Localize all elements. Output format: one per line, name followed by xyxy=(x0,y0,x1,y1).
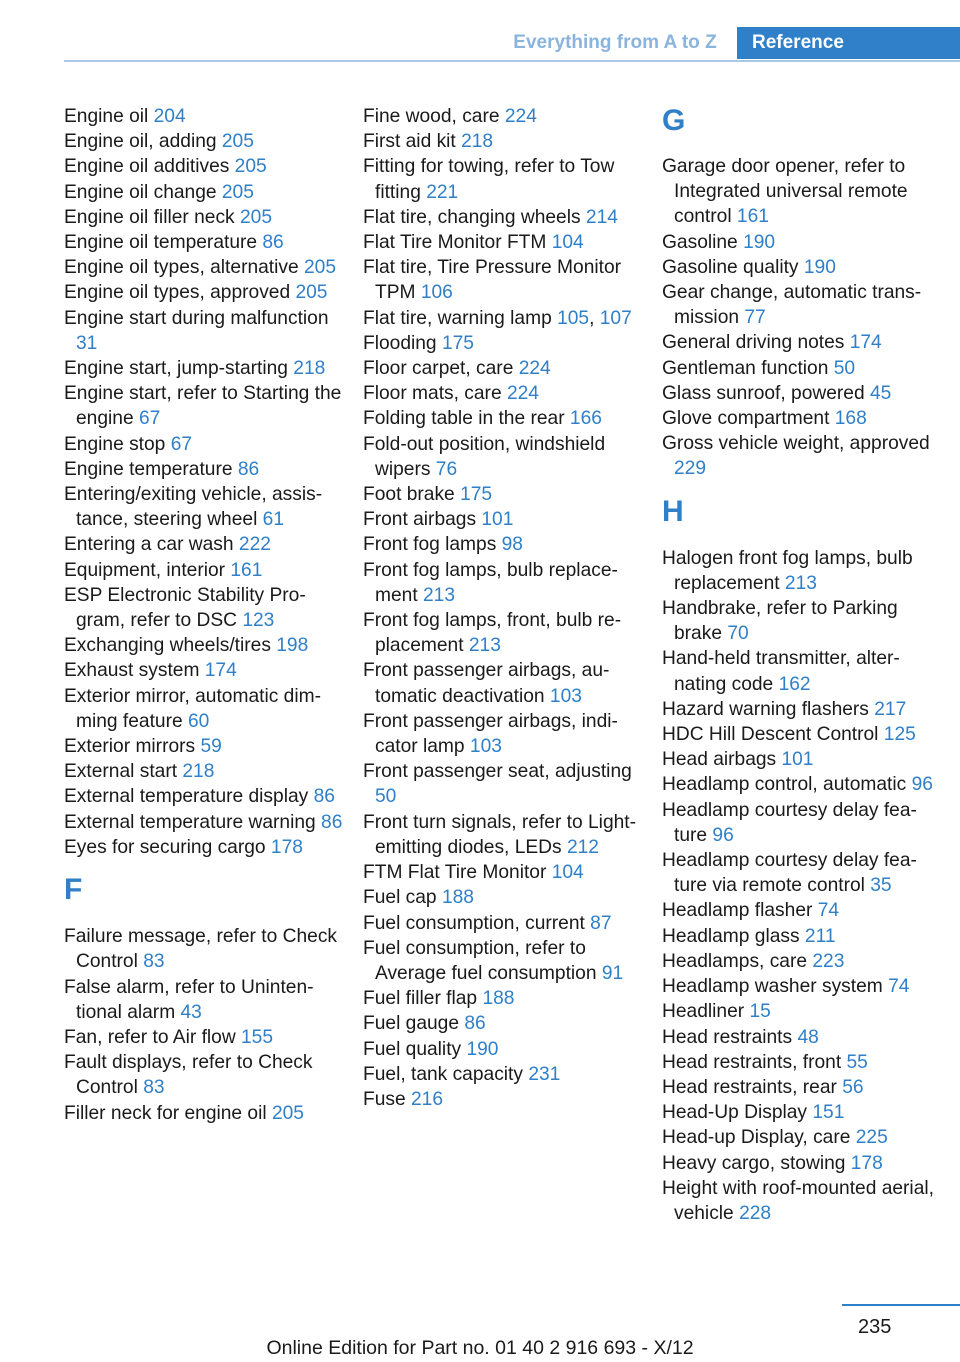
entry-text: Fuel filler flap xyxy=(363,988,483,1010)
index-entry xyxy=(64,381,344,431)
page-reference-link[interactable]: 103 xyxy=(549,685,582,707)
entry-text: Fuel consumption, current xyxy=(363,912,591,934)
entry-text: Fuel gauge xyxy=(363,1013,465,1035)
index-entry xyxy=(363,381,643,406)
page-reference-link[interactable]: 224 xyxy=(504,106,537,127)
entry-text: Engine oil, adding xyxy=(64,131,222,153)
page-reference-link[interactable]: 211 xyxy=(804,925,836,947)
index-column-1 xyxy=(64,104,344,1126)
page-reference-link[interactable]: 221 xyxy=(426,181,459,203)
index-entry xyxy=(662,999,942,1024)
page-reference-link[interactable]: 225 xyxy=(855,1127,888,1149)
index-entry xyxy=(64,255,344,280)
page-reference-link[interactable]: 43 xyxy=(180,1001,202,1023)
index-entry xyxy=(64,356,344,381)
entry-text: Eyes for securing cargo xyxy=(64,836,271,858)
page-reference-link[interactable]: 61 xyxy=(262,509,285,531)
index-entry xyxy=(363,986,643,1011)
index-entry xyxy=(363,104,643,129)
entry-text: Fuel cap xyxy=(363,887,442,909)
entry-text: Front turn signals, refer to Light-emitting diodes, LEDs xyxy=(363,811,637,858)
entry-text: External temperature warning xyxy=(64,811,322,833)
page-reference-link[interactable]: 155 xyxy=(241,1026,274,1048)
index-entry xyxy=(363,1062,643,1087)
index-entry xyxy=(64,734,344,759)
entry-text: Front passenger seat, adjusting xyxy=(363,761,632,783)
index-entry xyxy=(363,306,643,331)
index-entry xyxy=(64,759,344,784)
page-reference-link[interactable]: 67 xyxy=(138,408,161,430)
index-entry xyxy=(363,205,643,230)
entry-text: Gentleman function xyxy=(662,357,834,379)
page-reference-link[interactable]: 74 xyxy=(817,900,840,922)
entry-text: Engine oil filler neck xyxy=(64,206,240,228)
page-reference-link[interactable]: 228 xyxy=(739,1202,772,1224)
entry-text: First aid kit xyxy=(363,131,462,153)
page-reference-link[interactable]: 205 xyxy=(234,156,267,178)
page-separator: , xyxy=(589,307,600,329)
page-reference-link[interactable]: 162 xyxy=(778,673,811,695)
page-reference-link[interactable]: 223 xyxy=(812,950,845,972)
page-reference-link[interactable]: 86 xyxy=(321,811,343,833)
entry-text: Headlamp flasher xyxy=(662,900,818,922)
index-entry xyxy=(363,1037,643,1062)
page-reference-link[interactable]: 60 xyxy=(188,710,210,732)
page-reference-link[interactable]: 101 xyxy=(781,749,814,771)
page-reference-link[interactable]: 198 xyxy=(276,635,309,657)
entry-text: Equipment, interior xyxy=(64,559,231,581)
page-reference-link[interactable]: 178 xyxy=(270,836,303,858)
index-entry xyxy=(64,154,344,179)
page-reference-link[interactable]: 175 xyxy=(460,484,493,506)
entry-text: Gasoline quality xyxy=(662,256,804,278)
index-entry xyxy=(363,1087,643,1112)
page-reference-link[interactable]: 86 xyxy=(262,232,284,254)
entry-text: Filler neck for engine oil xyxy=(64,1102,272,1124)
index-entry xyxy=(64,784,344,809)
entry-text: Halogen front fog lamps, bulb replacement xyxy=(662,547,913,594)
index-entry xyxy=(64,684,344,734)
entry-text: Head-up Display, care xyxy=(662,1127,856,1149)
page-reference-link[interactable]: 50 xyxy=(375,786,397,808)
entry-text: Exterior mirrors xyxy=(64,736,201,758)
index-entry xyxy=(363,608,643,658)
index-entry xyxy=(363,709,643,759)
entry-text: Head-Up Display xyxy=(662,1102,813,1124)
entry-text: Engine oil change xyxy=(64,181,222,203)
index-entry xyxy=(363,885,643,910)
page-reference-link[interactable]: 174 xyxy=(204,660,237,682)
index-entry xyxy=(363,532,643,557)
index-entry xyxy=(363,507,643,532)
entry-text: Gasoline xyxy=(662,231,744,253)
entry-text: Engine oil xyxy=(64,106,154,127)
index-entry xyxy=(363,356,643,381)
index-entry xyxy=(662,431,942,481)
entry-text: Headlamp courtesy delay feature via remote control xyxy=(662,850,917,897)
index-entry xyxy=(64,558,344,583)
index-entry xyxy=(662,546,942,596)
index-entry xyxy=(64,432,344,457)
entry-text: Fuse xyxy=(363,1088,411,1110)
entry-text: Engine temperature xyxy=(64,458,238,480)
entry-text: Engine oil types, alternative xyxy=(64,257,304,279)
entry-text: Front fog lamps, front, bulb replacement xyxy=(363,610,622,657)
entry-text: Fold-out position, windshield wipers xyxy=(363,433,606,480)
entry-text: Front fog lamps xyxy=(363,534,502,556)
page-reference-link[interactable]: 107 xyxy=(599,307,632,329)
index-entry xyxy=(662,280,942,330)
index-entry xyxy=(363,482,643,507)
entry-text: Engine oil temperature xyxy=(64,232,263,254)
page-reference-link[interactable]: 55 xyxy=(846,1051,868,1073)
page-reference-link[interactable]: 48 xyxy=(797,1026,819,1048)
page-reference-link[interactable]: 104 xyxy=(551,232,584,254)
index-letter-heading: F xyxy=(64,873,83,907)
page-reference-link[interactable]: 77 xyxy=(744,307,766,329)
entry-text: Fan, refer to Air flow xyxy=(64,1026,242,1048)
index-letter-heading: G xyxy=(662,104,686,137)
entry-text: Failure message, refer to Check Control xyxy=(64,926,338,973)
entry-text: Headlamp washer system xyxy=(662,976,889,998)
page-reference-link[interactable]: 67 xyxy=(170,433,193,455)
page-reference-link[interactable]: 231 xyxy=(528,1063,561,1085)
index-entry xyxy=(662,949,942,974)
page-reference-link[interactable]: 151 xyxy=(812,1102,845,1124)
index-entry xyxy=(363,331,643,356)
entry-text: Flat tire, Tire Pressure Monitor TPM xyxy=(363,257,622,304)
entry-text: Exhaust system xyxy=(64,660,205,682)
index-entry xyxy=(64,1101,344,1126)
page-reference-link[interactable]: 50 xyxy=(833,357,856,379)
page-reference-link[interactable]: 45 xyxy=(869,382,892,404)
index-letter-heading: H xyxy=(662,494,684,528)
entry-text: Flooding xyxy=(363,332,442,354)
index-entry xyxy=(363,255,643,305)
index-entry xyxy=(64,205,344,230)
index-entry xyxy=(662,230,942,255)
entry-text: Engine start, jump-starting xyxy=(64,358,294,380)
page-reference-link[interactable]: 188 xyxy=(441,887,474,909)
entry-text: Head restraints xyxy=(662,1026,798,1048)
index-entry xyxy=(363,129,643,154)
page-reference-link[interactable]: 161 xyxy=(230,559,263,581)
page-reference-link[interactable]: 212 xyxy=(566,836,599,858)
entry-text: Height with roof-mounted aerial, vehicle xyxy=(662,1177,934,1224)
index-entry xyxy=(64,532,344,557)
entry-text: Head restraints, front xyxy=(662,1051,847,1073)
page-reference-link[interactable]: 161 xyxy=(736,206,769,228)
index-entry xyxy=(64,975,344,1025)
index-entry xyxy=(662,772,942,797)
index-entry xyxy=(662,898,942,923)
index-entry xyxy=(662,596,942,646)
page-reference-link[interactable]: 83 xyxy=(143,951,165,973)
index-entry xyxy=(363,558,643,608)
index-entry xyxy=(64,658,344,683)
entry-text: Engine oil types, approved xyxy=(64,282,296,304)
entry-text: Engine oil additives xyxy=(64,156,235,178)
page-reference-link[interactable]: 218 xyxy=(182,761,215,783)
entry-text: General driving notes xyxy=(662,332,850,354)
index-entry xyxy=(64,835,344,860)
page-reference-link[interactable]: 218 xyxy=(293,358,326,380)
entry-text: Flat Tire Monitor FTM xyxy=(363,232,552,254)
edition-footer: Online Edition for Part no. 01 40 2 916 693 - X/12 xyxy=(266,1337,694,1359)
index-entry xyxy=(64,230,344,255)
page-reference-link[interactable]: 213 xyxy=(784,572,817,594)
page-reference-link[interactable]: 101 xyxy=(481,509,514,531)
page-reference-link[interactable]: 224 xyxy=(518,358,551,380)
entry-text: Head airbags xyxy=(662,749,782,771)
entry-text: False alarm, refer to Unintentional alarm xyxy=(64,976,314,1023)
page-reference-link[interactable]: 56 xyxy=(842,1076,864,1098)
header-rule xyxy=(64,60,960,62)
entry-text: Entering a car wash xyxy=(64,534,239,556)
entry-text: Entering/exiting vehicle, assistance, steering wheel xyxy=(64,484,323,531)
entry-text: Flat tire, warning lamp xyxy=(363,307,558,329)
index-entry xyxy=(662,255,942,280)
page-reference-link[interactable]: 91 xyxy=(601,962,624,984)
index-entry xyxy=(363,230,643,255)
page-reference-link[interactable]: 125 xyxy=(883,724,916,746)
index-entry xyxy=(64,482,344,532)
index-entry xyxy=(662,154,942,230)
entry-text: Front fog lamps, bulb replacement xyxy=(363,559,618,606)
entry-text: Engine stop xyxy=(64,433,171,455)
page-reference-link[interactable]: 166 xyxy=(569,408,602,430)
index-entry xyxy=(662,1050,942,1075)
entry-text: Engine start, refer to Starting the engine xyxy=(64,383,342,430)
entry-text: Headlamps, care xyxy=(662,950,813,972)
page-reference-link[interactable]: 70 xyxy=(727,623,749,645)
page-reference-link[interactable]: 229 xyxy=(674,458,707,480)
page-reference-link[interactable]: 86 xyxy=(464,1013,486,1035)
page-reference-link[interactable]: 98 xyxy=(501,534,523,556)
index-entry xyxy=(363,432,643,482)
page-reference-link[interactable]: 205 xyxy=(295,282,328,304)
index-entry xyxy=(662,722,942,747)
entry-text: Glove compartment xyxy=(662,408,835,430)
index-entry xyxy=(662,406,942,431)
entry-text: Fault displays, refer to Check Control xyxy=(64,1052,313,1099)
index-entry xyxy=(662,974,942,999)
index-entry xyxy=(662,798,942,848)
entry-text: ESP Electronic Stability Program, refer to DSC xyxy=(64,584,306,632)
page-reference-link[interactable]: 86 xyxy=(237,458,260,480)
entry-text: Head restraints, rear xyxy=(662,1076,843,1098)
index-entry xyxy=(363,658,643,708)
page-reference-link[interactable]: 175 xyxy=(441,332,474,354)
page-reference-link[interactable]: 216 xyxy=(411,1088,444,1110)
section-title: Everything from A to Z xyxy=(513,32,717,53)
index-entry xyxy=(662,924,942,949)
page-reference-link[interactable]: 205 xyxy=(239,206,272,228)
page-reference-link[interactable]: 205 xyxy=(271,1102,304,1124)
index-entry xyxy=(64,1025,344,1050)
page-reference-link[interactable]: 174 xyxy=(849,332,882,354)
index-entry xyxy=(363,406,643,431)
index-entry xyxy=(662,1151,942,1176)
index-entry xyxy=(662,1125,942,1150)
index-column-2 xyxy=(363,104,643,1112)
index-entry xyxy=(662,697,942,722)
index-entry xyxy=(662,356,942,381)
entry-text: Floor carpet, care xyxy=(363,358,519,380)
page-reference-link[interactable]: 218 xyxy=(461,131,494,153)
entry-text: Hazard warning flashers xyxy=(662,698,875,720)
page-reference-link[interactable]: 205 xyxy=(221,131,254,153)
entry-text: Folding table in the rear xyxy=(363,408,570,430)
page-reference-link[interactable]: 15 xyxy=(749,1001,771,1023)
page-reference-link[interactable]: 76 xyxy=(435,458,458,480)
page-reference-link[interactable]: 96 xyxy=(911,774,933,796)
entry-text: Flat tire, changing wheels xyxy=(363,206,586,228)
entry-text: Gear change, automatic transmission xyxy=(662,282,922,329)
entry-text: Garage door opener, refer to Integrated universal remote control xyxy=(662,156,908,228)
entry-text: Glass sunroof, powered xyxy=(662,382,870,404)
index-entry xyxy=(64,104,344,129)
entry-text: Gross vehicle weight, approved xyxy=(662,433,930,455)
index-entry xyxy=(64,924,344,974)
entry-text: External start xyxy=(64,761,183,783)
index-entry xyxy=(662,1100,942,1125)
page-reference-link[interactable]: 96 xyxy=(712,824,734,846)
index-entry xyxy=(64,1050,344,1100)
index-column-3 xyxy=(662,104,942,1226)
entry-text: HDC Hill Descent Control xyxy=(662,724,884,746)
page-reference-link[interactable]: 190 xyxy=(743,231,776,253)
entry-text: Headlamp glass xyxy=(662,925,805,947)
page-reference-link[interactable]: 74 xyxy=(888,976,910,998)
index-entry xyxy=(64,180,344,205)
page-reference-link[interactable]: 168 xyxy=(834,408,867,430)
page-reference-link[interactable]: 35 xyxy=(870,875,892,897)
entry-text: Front passenger airbags, indicator lamp xyxy=(363,710,618,758)
entry-text: Fine wood, care xyxy=(363,106,505,127)
page-reference-link[interactable]: 213 xyxy=(423,584,456,606)
page-reference-link[interactable]: 188 xyxy=(482,988,515,1010)
page-reference-link[interactable]: 224 xyxy=(506,383,539,405)
page-number: 235 xyxy=(858,1316,892,1338)
index-entry xyxy=(662,330,942,355)
index-entry xyxy=(64,810,344,835)
page-reference-link[interactable]: 123 xyxy=(242,610,275,632)
page-reference-link[interactable]: 217 xyxy=(874,698,907,720)
index-entry xyxy=(64,583,344,633)
index-entry xyxy=(662,848,942,898)
index-entry xyxy=(662,1176,942,1226)
page-reference-link[interactable]: 59 xyxy=(200,736,222,758)
section-tab: Reference xyxy=(737,27,960,59)
entry-text: Exterior mirror, automatic dimming feature xyxy=(64,685,321,732)
page-reference-link[interactable]: 83 xyxy=(143,1077,165,1099)
page-reference-link[interactable]: 105 xyxy=(557,307,590,329)
index-entry xyxy=(64,457,344,482)
page-reference-link[interactable]: 190 xyxy=(466,1038,499,1060)
entry-text: Headliner xyxy=(662,1001,750,1023)
index-entry xyxy=(64,306,344,356)
entry-text: FTM Flat Tire Monitor xyxy=(363,862,552,884)
entry-text: Exchanging wheels/tires xyxy=(64,635,277,657)
index-entry xyxy=(662,646,942,696)
index-entry xyxy=(363,1011,643,1036)
index-entry xyxy=(363,154,643,204)
page-reference-link[interactable]: 178 xyxy=(850,1152,883,1174)
index-entry xyxy=(363,911,643,936)
entry-text: Floor mats, care xyxy=(363,383,507,405)
entry-text: Engine start during malfunction xyxy=(64,307,329,329)
entry-text: Headlamp courtesy delay feature xyxy=(662,799,917,846)
page-reference-link[interactable]: 214 xyxy=(585,206,618,228)
footer-rule xyxy=(842,1304,960,1306)
entry-text: Fitting for towing, refer to Tow fitting xyxy=(363,156,615,203)
index-entry xyxy=(363,810,643,860)
page-reference-link[interactable]: 190 xyxy=(803,256,836,278)
page-reference-link[interactable]: 31 xyxy=(76,332,98,354)
entry-text: Fuel consumption, refer to Average fuel consumption xyxy=(363,937,602,984)
index-entry xyxy=(64,633,344,658)
entry-text: Headlamp control, automatic xyxy=(662,774,912,796)
page-reference-link[interactable]: 104 xyxy=(551,862,584,884)
entry-text: Hand-held transmitter, alternating code xyxy=(662,648,900,695)
entry-text: Foot brake xyxy=(363,484,461,506)
page-reference-link[interactable]: 205 xyxy=(303,257,336,279)
page-reference-link[interactable]: 213 xyxy=(468,635,501,657)
index-entry xyxy=(363,759,643,809)
index-entry xyxy=(662,381,942,406)
index-entry xyxy=(662,747,942,772)
entry-text: Front passenger airbags, automatic deactivation xyxy=(363,660,610,707)
entry-text: Heavy cargo, stowing xyxy=(662,1152,851,1174)
page-reference-link[interactable]: 222 xyxy=(238,534,271,556)
page-reference-link[interactable]: 103 xyxy=(469,736,502,758)
index-entry xyxy=(662,1075,942,1100)
index-entry xyxy=(64,280,344,305)
entry-text: Handbrake, refer to Parking brake xyxy=(662,598,898,645)
page-reference-link[interactable]: 205 xyxy=(221,181,254,203)
page-reference-link[interactable]: 204 xyxy=(153,106,186,127)
entry-text: Fuel quality xyxy=(363,1038,467,1060)
index-entry xyxy=(662,1025,942,1050)
index-entry xyxy=(363,936,643,986)
page-reference-link[interactable]: 86 xyxy=(313,786,335,808)
index-entry xyxy=(363,860,643,885)
entry-text: External temperature display xyxy=(64,786,314,808)
entry-text: Fuel, tank capacity xyxy=(363,1063,529,1085)
entry-text: Front airbags xyxy=(363,509,482,531)
page-reference-link[interactable]: 87 xyxy=(590,912,612,934)
index-entry xyxy=(64,129,344,154)
page-reference-link[interactable]: 106 xyxy=(420,282,453,304)
